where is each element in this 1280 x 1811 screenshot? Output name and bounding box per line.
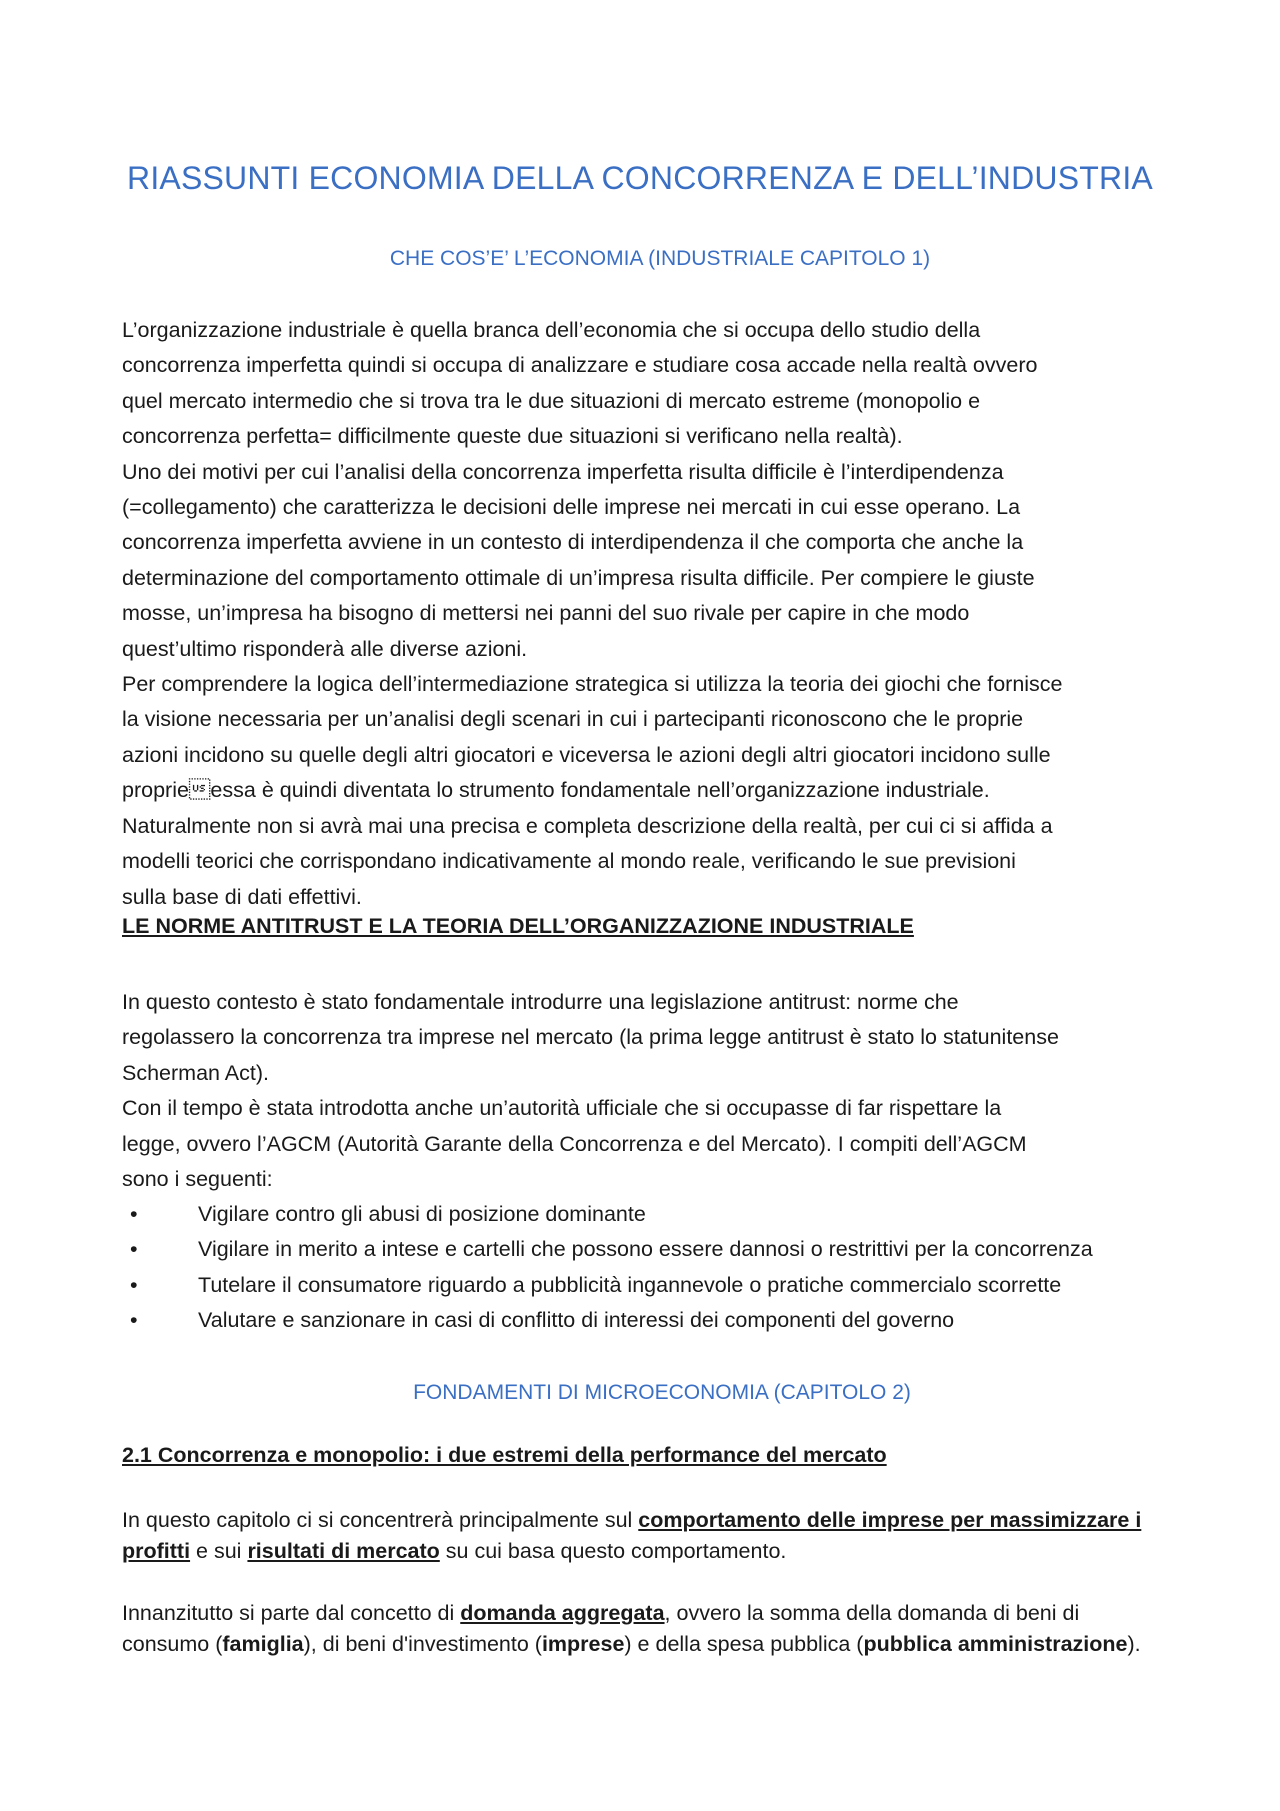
text-line: Naturalmente non si avrà mai una precisa e completa descrizione della realtà, per cui ci si affida a (122, 813, 1053, 838)
text-line: legge, ovvero l’AGCM (Autorità Garante della Concorrenza e del Mercato). I compiti dell’AGCM (122, 1131, 1027, 1156)
text-line: regolassero la concorrenza tra imprese nel mercato (la prima legge antitrust è stato lo statunitense (122, 1025, 1059, 1050)
text-line: azioni incidono su quelle degli altri giocatori e viceversa le azioni degli altri giocatori incidono sulle (122, 742, 1051, 767)
section-heading-chapter-1: CHE COS’E’ L’ECONOMIA (INDUSTRIALE CAPITOLO 1) (389, 247, 931, 270)
emphasis-text: famiglia (222, 1632, 304, 1656)
emphasis-text: comportamento delle imprese per massimizzare i profitti (122, 1508, 1142, 1563)
text-run: ), di beni d'investimento ( (303, 1632, 542, 1656)
text-line: concorrenza imperfetta avviene in un contesto di interdipendenza il che comporta che anche la (122, 530, 1024, 555)
text-line: sulla base di dati effettivi. (122, 884, 362, 909)
list-item-text: Vigilare contro gli abusi di posizione dominante (198, 1202, 646, 1226)
subsection-heading-2-1: 2.1 Concorrenza e monopolio: i due estremi della performance del mercato (122, 1443, 887, 1467)
bullet-icon: • (130, 1308, 138, 1333)
emphasis-text: risultati di mercato (247, 1539, 440, 1563)
emphasis-text: domanda aggregata (460, 1601, 665, 1625)
text-run: , ovvero la somma della domanda di beni di consumo ( (122, 1601, 1080, 1656)
list-item-text: Vigilare in merito a intese e cartelli che possono essere dannosi o restrittivi per la concorrenza (198, 1237, 1093, 1262)
chapter-2-paragraph-2 (122, 1598, 1172, 1660)
section-heading-chapter-2: FONDAMENTI DI MICROECONOMIA (CAPITOLO 2) (413, 1381, 911, 1404)
list-item (122, 1232, 1182, 1267)
emphasis-text: imprese (541, 1632, 625, 1656)
text-line: L’organizzazione industriale è quella branca dell’economia che si occupa dello studio della (122, 318, 981, 342)
chapter-2-paragraph-1 (122, 1505, 1172, 1567)
text-line: concorrenza perfetta= difficilmente queste due situazioni si verificano nella realtà). (122, 424, 903, 449)
document-title: RIASSUNTI ECONOMIA DELLA CONCORRENZA E DELL’INDUSTRIA (127, 160, 1153, 196)
agcm-duties-list (122, 1197, 1182, 1339)
list-item (122, 1197, 1182, 1232)
text-run: su cui basa questo comportamento. (439, 1539, 787, 1563)
bullet-icon: • (130, 1202, 138, 1226)
bullet-icon: • (130, 1272, 138, 1297)
text-line: quest’ultimo risponderà alle diverse azioni. (122, 636, 528, 661)
text-line: Uno dei motivi per cui l’analisi della concorrenza imperfetta risulta difficile è l’interdipendenza (122, 459, 1004, 484)
intro-paragraph (122, 313, 1172, 915)
antitrust-heading: LE NORME ANTITRUST E LA TEORIA DELL’ORGANIZZAZIONE INDUSTRIALE (122, 914, 914, 938)
text-line: proprie essa è quindi diventata lo strumento fondamentale nell’organizzazione industriale. (122, 778, 990, 803)
text-run: Innanzitutto si parte dal concetto di (122, 1601, 461, 1625)
text-run: ) e della spesa pubblica ( (624, 1632, 864, 1656)
text-line: Con il tempo è stata introdotta anche un’autorità ufficiale che si occupasse di far rispettare la (122, 1096, 1002, 1121)
list-item-text: Tutelare il consumatore riguardo a pubblicità ingannevole o pratiche commercialo scorrette (198, 1272, 1062, 1297)
text-line: In questo contesto è stato fondamentale introdurre una legislazione antitrust: norme che (122, 990, 959, 1014)
emphasis-text: pubblica amministrazione (863, 1632, 1128, 1656)
text-run: In questo capitolo ci si concentrerà principalmente sul (122, 1508, 639, 1532)
text-line: modelli teorici che corrispondano indicativamente al mondo reale, verificando le sue previsioni (122, 849, 1016, 874)
antitrust-paragraph (122, 985, 1172, 1197)
list-item (122, 1268, 1182, 1303)
text-line: concorrenza imperfetta quindi si occupa di analizzare e studiare cosa accade nella realtà ovvero (122, 353, 1038, 378)
text-line: Per comprendere la logica dell’intermediazione strategica si utilizza la teoria dei giochi che fornisce (122, 672, 1063, 697)
list-item (122, 1303, 1182, 1338)
text-line: quel mercato intermedio che si trova tra le due situazioni di mercato estreme (monopolio e (122, 388, 981, 413)
text-run: e sui (190, 1539, 248, 1563)
text-line: mosse, un’impresa ha bisogno di mettersi nei panni del suo rivale per capire in che modo (122, 601, 970, 626)
bullet-icon: • (130, 1237, 138, 1262)
text-line: determinazione del comportamento ottimale di un’impresa risulta difficile. Per compiere le giuste (122, 565, 1035, 590)
text-line: sono i seguenti: (122, 1167, 273, 1192)
text-line: (=collegamento) che caratterizza le decisioni delle imprese nei mercati in cui esse operano. La (122, 495, 1021, 520)
list-item-text: Valutare e sanzionare in casi di conflitto di interessi dei componenti del governo (198, 1308, 955, 1333)
text-line: la visione necessaria per un’analisi degli scenari in cui i partecipanti riconoscono che le proprie (122, 707, 1024, 732)
text-line: Scherman Act). (122, 1060, 269, 1085)
text-run: ). (1127, 1632, 1141, 1656)
